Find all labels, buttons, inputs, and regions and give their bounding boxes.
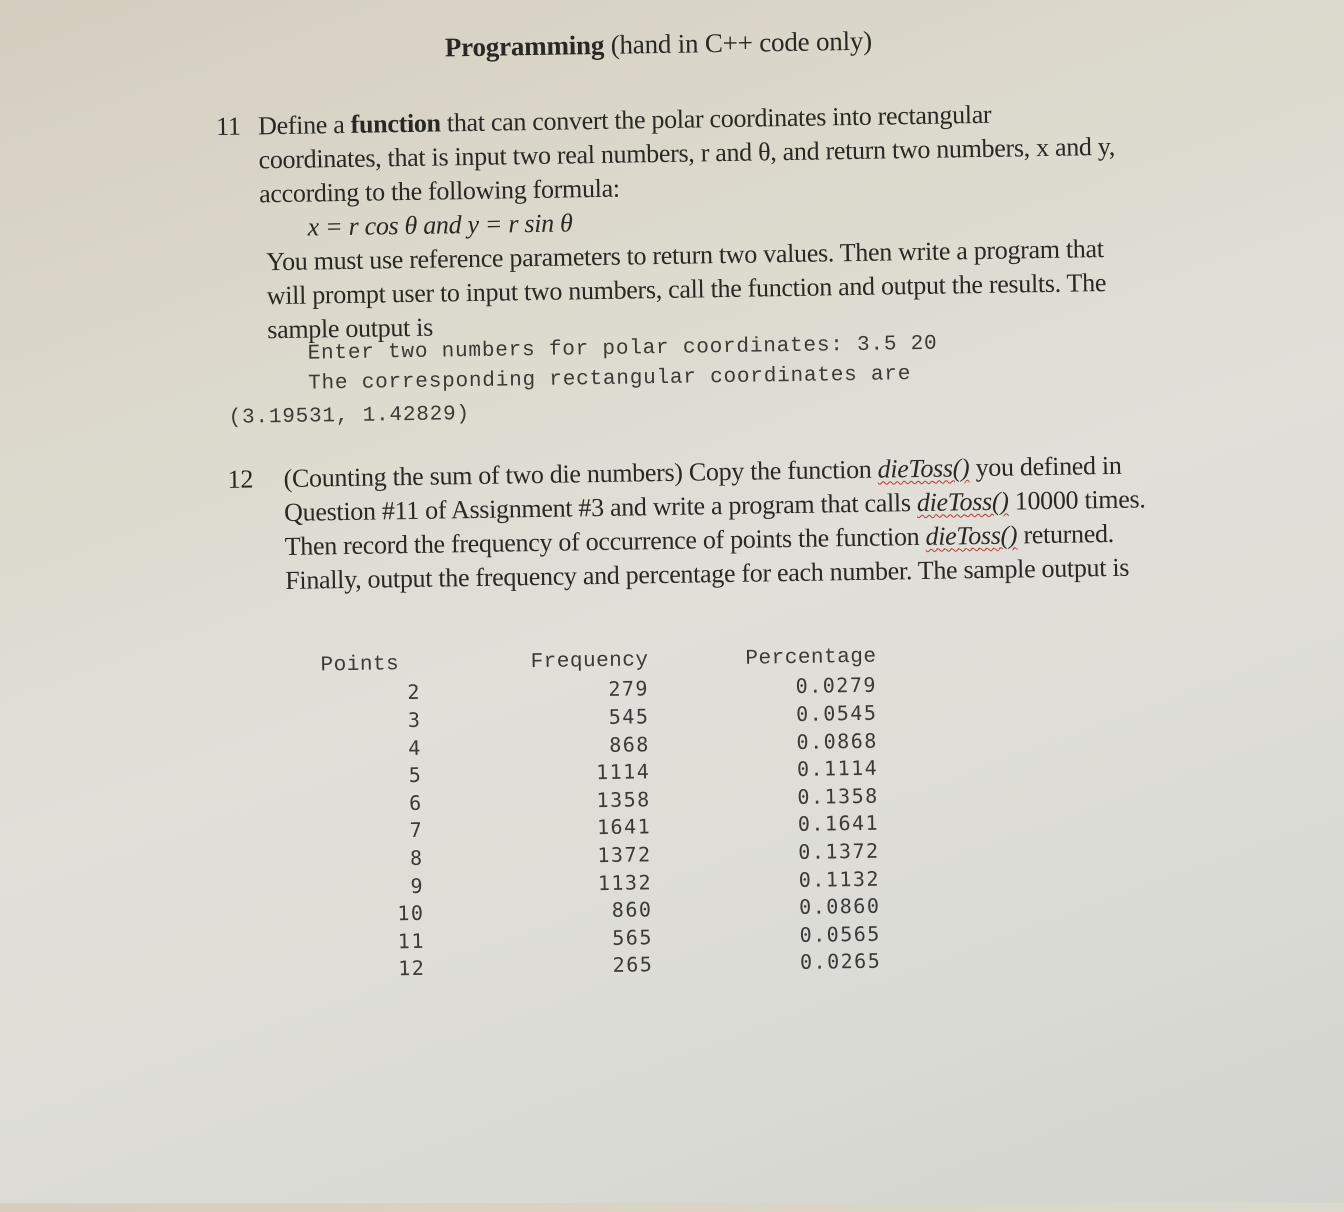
- title-bold: Programming: [444, 29, 605, 63]
- cell-points: 7: [409, 818, 424, 843]
- question-body: [258, 96, 1118, 245]
- cell-frequency: 1372: [597, 842, 652, 868]
- cell-frequency: 279: [608, 676, 650, 702]
- cell-frequency: 265: [612, 952, 654, 978]
- cell-frequency: 868: [609, 731, 651, 757]
- function-name: dieToss(): [916, 486, 1009, 518]
- cell-points: 2: [407, 680, 422, 705]
- q12-text: you defined in Question #11 of Assignment #3 and write a program that calls: [283, 450, 1122, 527]
- cell-percentage: 0.1358: [797, 783, 879, 809]
- cell-points: 8: [409, 845, 424, 870]
- q12-text: 10000 times. Then record the frequency of occurrence of points the function: [284, 484, 1146, 561]
- cell-frequency: 1641: [596, 814, 652, 840]
- page-title: [445, 26, 873, 64]
- formula: x = r cos θ and y = r sin θ: [307, 208, 573, 242]
- q12-text: (Counting the sum of two die numbers) Copy the function: [283, 454, 878, 493]
- header-frequency: Frequency: [530, 649, 649, 675]
- sample-output-1: [307, 330, 938, 400]
- sample-line-2: The corresponding rectangular coordinates are: [307, 363, 912, 396]
- title-rest: (hand in C++ code only): [603, 25, 873, 60]
- sample-line-3: (3.19531, 1.42829): [228, 403, 471, 430]
- question-number: 12: [227, 464, 254, 494]
- cell-percentage: 0.1114: [796, 755, 879, 782]
- cell-percentage: 0.0565: [799, 921, 882, 947]
- function-name: dieToss(): [877, 453, 970, 484]
- cell-frequency: 860: [611, 897, 653, 923]
- question-11: [216, 96, 1118, 246]
- cell-points: 6: [408, 790, 423, 815]
- q12-text: returned. Finally, output the frequency and percentage for each number. The sample output is: [284, 518, 1130, 595]
- header-points: Points: [320, 653, 400, 678]
- function-name: dieToss(): [925, 520, 1018, 551]
- q11-intro-text-rest: that can convert the polar coordinates into rectangular coordinates, that is input two real numbers, r and θ, and return two numbers, x and y, according to the following formula:: [258, 99, 1116, 209]
- cell-points: 11: [397, 928, 426, 953]
- question-11-instructions: [266, 232, 1117, 347]
- question-body: [283, 448, 1149, 598]
- cell-frequency: 1132: [597, 869, 653, 895]
- cell-percentage: 0.1641: [797, 811, 880, 837]
- q11-intro-bold: function: [350, 108, 441, 139]
- q11-intro-text: Define a: [257, 109, 351, 141]
- cell-percentage: 0.0868: [796, 728, 878, 754]
- cell-percentage: 0.1372: [798, 838, 880, 864]
- cell-points: 3: [407, 707, 422, 733]
- cell-percentage: 0.1132: [798, 866, 881, 892]
- cell-frequency: 565: [612, 924, 654, 950]
- q11-instructions-text: You must use reference parameters to return two values. Then write a program that will prompt user to input two numbers, call the function and output the results. The sample output is: [265, 234, 1107, 345]
- question-number: 11: [215, 111, 241, 141]
- question-12: [227, 448, 1149, 598]
- frequency-table: [320, 644, 881, 984]
- cell-points: 9: [410, 873, 425, 898]
- cell-frequency: 545: [608, 704, 650, 729]
- cell-points: 5: [408, 762, 423, 788]
- cell-points: 10: [397, 900, 425, 926]
- cell-points: 12: [398, 956, 426, 981]
- header-percentage: Percentage: [745, 645, 877, 672]
- cell-percentage: 0.0545: [795, 700, 878, 726]
- cell-percentage: 0.0860: [798, 893, 881, 920]
- cell-percentage: 0.0279: [795, 673, 878, 699]
- cell-frequency: 1358: [596, 787, 651, 812]
- sample-line-1: Enter two numbers for polar coordinates: 3.5 20: [307, 332, 938, 366]
- cell-points: 4: [408, 735, 423, 760]
- cell-percentage: 0.0265: [799, 948, 882, 975]
- cell-frequency: 1114: [595, 759, 651, 785]
